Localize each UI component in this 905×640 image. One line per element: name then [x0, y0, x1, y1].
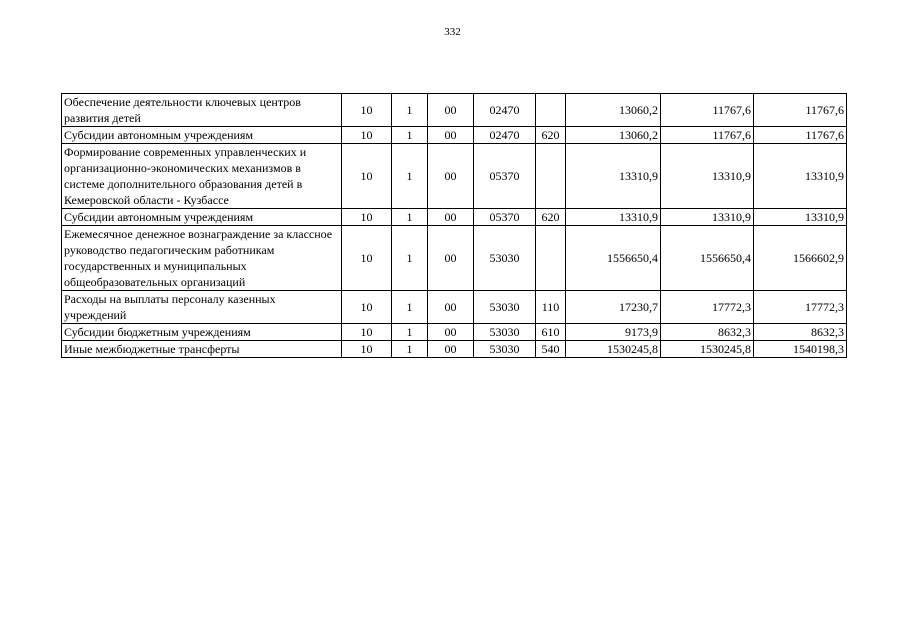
direction-code: 02470: [474, 94, 536, 127]
section-code: 10: [342, 144, 392, 209]
amount-year-3: 17772,3: [754, 291, 847, 324]
program-code: 00: [428, 209, 474, 226]
amount-year-2: 8632,3: [661, 324, 754, 341]
amount-year-2: 17772,3: [661, 291, 754, 324]
subsection-code: 1: [392, 341, 428, 358]
section-code: 10: [342, 324, 392, 341]
expense-name: Обеспечение деятельности ключевых центров развития детей: [62, 94, 342, 127]
direction-code: 53030: [474, 341, 536, 358]
table-row: [62, 144, 847, 209]
table-row: [62, 226, 847, 291]
amount-year-2: 13310,9: [661, 144, 754, 209]
program-code: 00: [428, 94, 474, 127]
amount-year-1: 9173,9: [566, 324, 661, 341]
expense-name: Расходы на выплаты персоналу казенных учреждений: [62, 291, 342, 324]
program-code: 00: [428, 324, 474, 341]
program-code: 00: [428, 144, 474, 209]
subsection-code: 1: [392, 209, 428, 226]
budget-table: [61, 93, 847, 358]
section-code: 10: [342, 209, 392, 226]
amount-year-1: 17230,7: [566, 291, 661, 324]
amount-year-1: 1530245,8: [566, 341, 661, 358]
section-code: 10: [342, 341, 392, 358]
expense-type-code: [536, 144, 566, 209]
subsection-code: 1: [392, 94, 428, 127]
direction-code: 53030: [474, 324, 536, 341]
subsection-code: 1: [392, 144, 428, 209]
amount-year-2: 13310,9: [661, 209, 754, 226]
direction-code: 05370: [474, 144, 536, 209]
expense-name: Субсидии автономным учреждениям: [62, 209, 342, 226]
direction-code: 53030: [474, 291, 536, 324]
amount-year-3: 11767,6: [754, 127, 847, 144]
expense-type-code: 540: [536, 341, 566, 358]
expense-name: Ежемесячное денежное вознаграждение за классное руководство педагогическим работникам государственных и муниципальных общеобразовательных организаций: [62, 226, 342, 291]
subsection-code: 1: [392, 127, 428, 144]
amount-year-2: 1530245,8: [661, 341, 754, 358]
amount-year-3: 13310,9: [754, 144, 847, 209]
expense-name: Субсидии автономным учреждениям: [62, 127, 342, 144]
table-row: [62, 209, 847, 226]
table-row: [62, 324, 847, 341]
expense-type-code: 620: [536, 127, 566, 144]
section-code: 10: [342, 291, 392, 324]
section-code: 10: [342, 127, 392, 144]
amount-year-1: 13060,2: [566, 127, 661, 144]
subsection-code: 1: [392, 291, 428, 324]
section-code: 10: [342, 226, 392, 291]
amount-year-3: 8632,3: [754, 324, 847, 341]
expense-type-code: 610: [536, 324, 566, 341]
direction-code: 02470: [474, 127, 536, 144]
direction-code: 53030: [474, 226, 536, 291]
table-row: [62, 94, 847, 127]
amount-year-1: 1556650,4: [566, 226, 661, 291]
amount-year-2: 11767,6: [661, 94, 754, 127]
amount-year-1: 13310,9: [566, 209, 661, 226]
amount-year-2: 11767,6: [661, 127, 754, 144]
amount-year-3: 1566602,9: [754, 226, 847, 291]
subsection-code: 1: [392, 324, 428, 341]
table-row: [62, 291, 847, 324]
amount-year-3: 11767,6: [754, 94, 847, 127]
direction-code: 05370: [474, 209, 536, 226]
expense-name: Субсидии бюджетным учреждениям: [62, 324, 342, 341]
table-row: [62, 341, 847, 358]
amount-year-1: 13310,9: [566, 144, 661, 209]
expense-type-code: [536, 226, 566, 291]
expense-type-code: [536, 94, 566, 127]
page-number: 332: [444, 26, 461, 38]
program-code: 00: [428, 127, 474, 144]
expense-name: Формирование современных управленческих и организационно-экономических механизмов в системе дополнительного образования детей в Кемеровской области - Кузбассе: [62, 144, 342, 209]
program-code: 00: [428, 291, 474, 324]
subsection-code: 1: [392, 226, 428, 291]
expense-type-code: 110: [536, 291, 566, 324]
amount-year-2: 1556650,4: [661, 226, 754, 291]
table-row: [62, 127, 847, 144]
section-code: 10: [342, 94, 392, 127]
amount-year-3: 13310,9: [754, 209, 847, 226]
amount-year-3: 1540198,3: [754, 341, 847, 358]
expense-type-code: 620: [536, 209, 566, 226]
program-code: 00: [428, 341, 474, 358]
program-code: 00: [428, 226, 474, 291]
amount-year-1: 13060,2: [566, 94, 661, 127]
expense-name: Иные межбюджетные трансферты: [62, 341, 342, 358]
